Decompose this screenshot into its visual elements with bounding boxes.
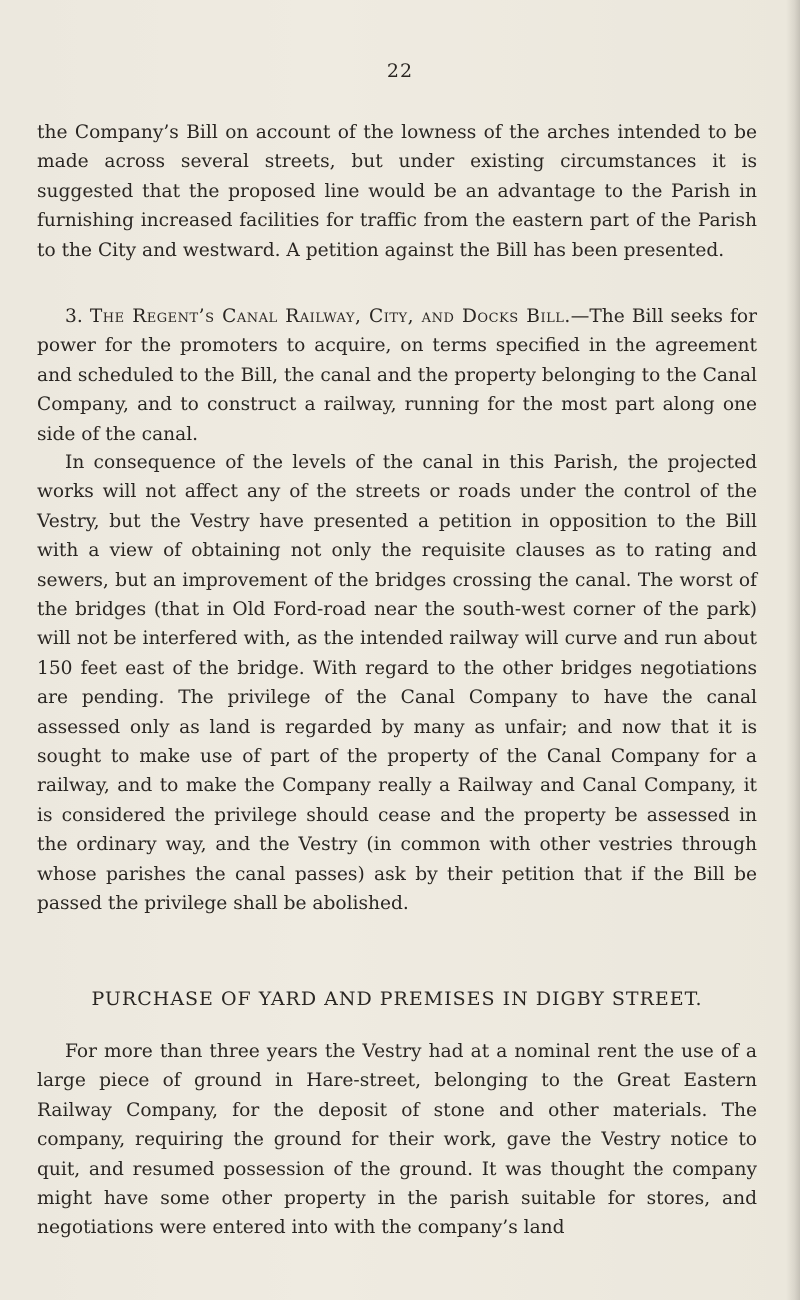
paragraph-regents-canal-bill [37, 302, 757, 449]
paragraph-canal-levels [37, 448, 757, 919]
item-number: 3. [65, 306, 83, 327]
paragraph-hare-street [37, 1037, 757, 1243]
paragraph-text: For more than three years the Vestry had at a nominal rent the use of a large piece of ground in Hare-street, belonging to the Great Eastern Railway Company, for the deposit of stone and other materials. The company, requiring the ground for their work, gave the Vestry notice to quit, and resumed possession of the ground. It was thought the company might have some other property in the parish suitable for stores, and negotiations were entered into with the company’s land [37, 1041, 757, 1239]
bill-title: The Regent’s Canal Railway, City, and Docks Bill. [89, 306, 571, 327]
section-heading: PURCHASE OF YARD AND PREMISES IN DIGBY STREET. [91, 988, 703, 1010]
page-edge-shadow [786, 0, 800, 1300]
paragraph-text: In consequence of the levels of the canal in this Parish, the projected works will not affect any of the streets or roads under the control of the Vestry, but the Vestry have presented a petition in opposition to the Bill with a view of obtaining not only the requisite clauses as to rating and sewers, but an improvement of the bridges crossing the canal. The worst of the bridges (that in Old Ford-road near the south-west corner of the park) will not be interfered with, as the intended railway will curve and run about 150 feet east of the bridge. With regard to the other bridges negotiations are pending. The privilege of the Canal Company to have the canal assessed only as land is regarded by many as unfair; and now that it is sought to make use of part of the property of the Canal Company for a railway, and to make the Company really a Railway and Canal Company, it is considered the privilege should cease and the property be assessed in the ordinary way, and the Vestry (in common with other vestries through whose parishes the canal passes) ask by their petition that if the Bill be passed the privilege shall be abolished. [37, 452, 757, 915]
bill-description: —The Bill seeks for power for the promoters to acquire, on terms specified in the agreement and scheduled to the Bill, the canal and the property belonging to the Canal Company, and to construct a railway, running for the most part along one side of the canal. [37, 306, 757, 445]
paragraph-text [37, 302, 757, 449]
paragraph-text: the Company’s Bill on account of the lowness of the arches intended to be made across several streets, but under existing circumstances it is suggested that the proposed line would be an advantage to the Parish in furnishing increased facilities for traffic from the eastern part of the Parish to the City and westward. A petition against the Bill has been presented. [37, 122, 757, 261]
paragraph-continuation [37, 118, 757, 265]
page-number: 22 [386, 60, 414, 82]
